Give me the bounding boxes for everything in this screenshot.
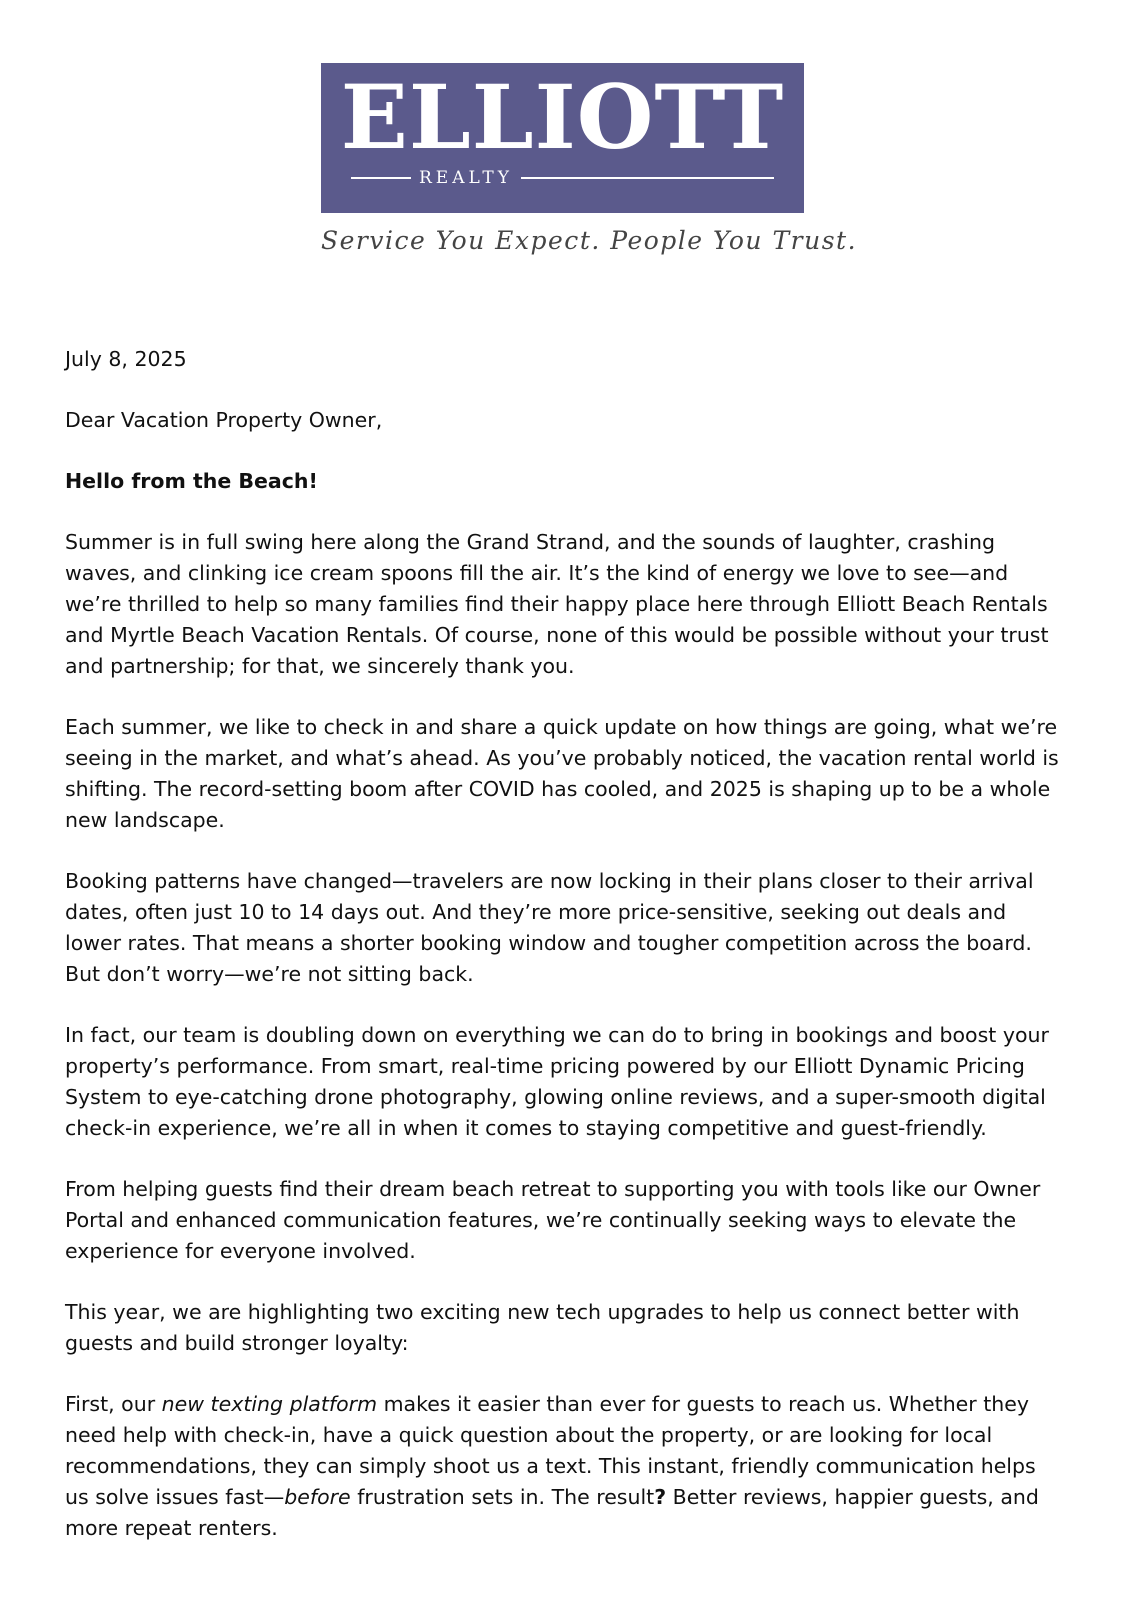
p7-text-4: Better reviews, happier guests, and more repeat renters. — [65, 1485, 1039, 1540]
letter-paragraph-4: In fact, our team is doubling down on everything we can do to bring in bookings and boost your property’s performance. From smart, real-time pricing powered by our Elliott Dynamic Pricing System to eye-catching drone photography, glowing online reviews, and a super-smooth digital check-in experience, we’re all in when it comes to staying competitive and guest-friendly. — [65, 1023, 1049, 1140]
p7-italic-platform: new texting platform — [161, 1392, 378, 1416]
p7-text-2: makes it easier than ever for guests to reach us. Whether they need help with check-in, have a quick question about the property, or are looking for local recommendations, they can simply shoot us a text. This instant, friendly communication helps us solve issues fast— — [65, 1392, 1036, 1509]
letter-paragraph-7 — [65, 1389, 1065, 1544]
p7-text-1: First, our — [65, 1392, 162, 1416]
company-tagline: Service You Expect. People You Trust. — [321, 226, 858, 255]
p7-text-3: frustration sets in. The result — [350, 1485, 655, 1509]
logo-subtitle-row — [351, 167, 774, 189]
letter-salutation: Dear Vacation Property Owner, — [65, 408, 383, 432]
letter-paragraph-3: Booking patterns have changed—travelers are now locking in their plans closer to their arrival dates, often just 10 to 14 days out. And they’re more price-sensitive, seeking out deals and lower rates. That means a shorter booking window and tougher competition across the board. But don’t worry—we’re not sitting back. — [65, 869, 1034, 986]
logo-rule-left — [351, 177, 411, 179]
logo-rule-right — [521, 177, 774, 179]
letter-paragraph-1: Summer is in full swing here along the Grand Strand, and the sounds of laughter, crashing waves, and clinking ice cream spoons fill the air. It’s the kind of energy we love to see—and we’re thrilled to help so many families find their happy place here through Elliott Beach Rentals and Myrtle Beach Vacation Rentals. Of course, none of this would be possible without your trust and partnership; for that, we sincerely thank you. — [65, 530, 1049, 678]
letter-paragraph-6: This year, we are highlighting two exciting new tech upgrades to help us connect better with guests and build stronger loyalty: — [65, 1300, 1020, 1355]
letter-body — [65, 344, 1065, 1574]
letter-paragraph-2: Each summer, we like to check in and share a quick update on how things are going, what we’re seeing in the market, and what’s ahead. As you’ve probably noticed, the vacation rental world is shifting. The record-setting boom after COVID has cooled, and 2025 is shaping up to be a whole new landscape. — [65, 715, 1059, 832]
letter-heading: Hello from the Beach! — [65, 469, 318, 493]
logo-subtitle: REALTY — [419, 168, 513, 188]
logo-wordmark: ELLIOTT — [340, 65, 785, 169]
p7-bold-question: ? — [654, 1485, 667, 1509]
company-logo — [321, 63, 804, 213]
p7-italic-before: before — [284, 1485, 351, 1509]
letter-date: July 8, 2025 — [65, 347, 187, 371]
letter-paragraph-5: From helping guests find their dream beach retreat to supporting you with tools like our Owner Portal and enhanced communication features, we’re continually seeking ways to elevate the experience for everyone involved. — [65, 1177, 1041, 1263]
